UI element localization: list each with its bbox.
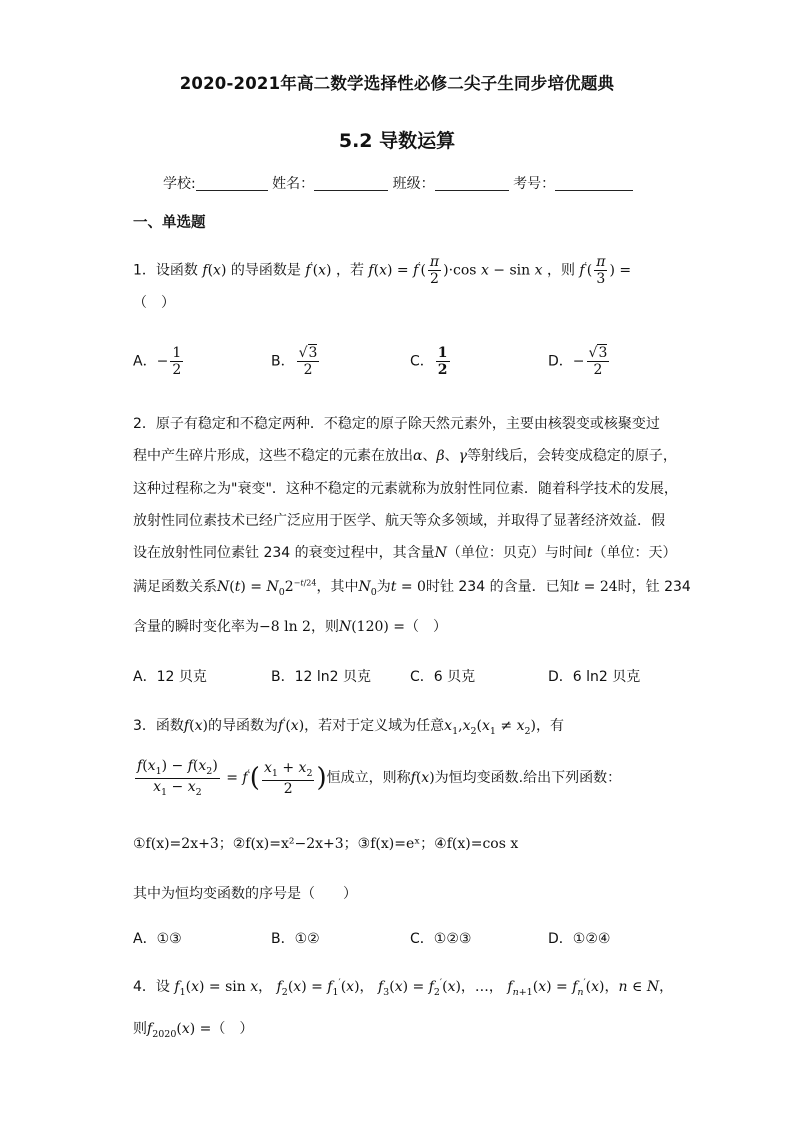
- section-heading: 一、单选题: [133, 215, 206, 231]
- question-3-line-1: 3．函数f(x)的导函数为f′(x)，若对于定义域为任意$x_1,x_2(x_1 \ne x_2)$，有: [133, 716, 564, 737]
- q1-option-d[interactable]: D．− $\frac{√3}{2}$: [548, 345, 608, 379]
- question-4-line-2: 则$f_{2020}(x)$ =（ ）: [133, 1021, 254, 1040]
- question-2-line-1: 2．原子有稳定和不稳定两种．不稳定的原子除天然元素外，主要由核裂变或核聚变过: [133, 416, 660, 432]
- q2-option-a[interactable]: A．12 贝克: [133, 669, 207, 685]
- question-2-line-4: 放射性同位素技术已经广泛应用于医学、航天等众多领域，并取得了显著经济效益．假: [133, 513, 665, 529]
- q2-option-d[interactable]: D．6 ln2 贝克: [548, 669, 641, 685]
- doc-subtitle: 5.2 导数运算: [338, 130, 456, 152]
- exam-no-blank[interactable]: [555, 176, 633, 191]
- question-2-line-2: 程中产生碎片形成，这些不稳定的元素在放出α、β、γ等射线后，会转变成稳定的原子，: [133, 448, 677, 464]
- doc-title: 2020-2021年高二数学选择性必修二尖子生同步培优题典: [179, 74, 615, 93]
- question-3-functions: ①f(x)=2x+3；②f(x)=x²−2x+3；③f(x)=eˣ；④f(x)=cos x: [133, 836, 519, 852]
- q2-option-c[interactable]: C．6 贝克: [410, 669, 476, 685]
- school-blank[interactable]: [196, 176, 268, 191]
- q3-option-a[interactable]: A．①③: [133, 931, 182, 947]
- student-info-row: [163, 173, 633, 193]
- q2-option-b[interactable]: B．12 ln2 贝克: [271, 669, 371, 685]
- q3-option-c[interactable]: C．①②③: [410, 931, 472, 947]
- school-label: 学校:: [163, 176, 196, 192]
- question-1-stem: 1．设函数 f(x) 的导函数是 f′(x) ，若 f(x) = f′( $\frac{\pi}{2}$ )·cos x − sin x ，则 f′( $\frac{\pi}{3}$ ) =: [133, 254, 632, 288]
- question-2-line-5: 设在放射性同位素钍 234 的衰变过程中，其含量N（单位：贝克）与时间t（单位：天）: [133, 545, 677, 561]
- question-2-line-3: 这种过程称之为"衰变"．这种不稳定的元素就称为放射性同位素．随着科学技术的发展，: [133, 481, 678, 497]
- question-3-line-2: $\frac{f(x_1) - f(x_2)}{x_1 - x_2}$ = f′( $\frac{x_1 + x_2}{2}$ )恒成立，则称f(x)为恒均变函数.给出下列函数：: [137, 758, 622, 798]
- q1-option-a[interactable]: A．− $\frac{1}{2}$: [133, 345, 182, 379]
- q3-option-d[interactable]: D．①②④: [548, 931, 611, 947]
- question-4-line-1: 4．设 $f_1(x) = \sin x$， $f_2(x) = f_1'(x)$， $f_3(x) = f_2'(x)$，…， $f_{n+1}(x) = f_n'(x)$，n ∈ N，: [133, 977, 674, 998]
- exam-no-label: 考号：: [513, 176, 556, 192]
- name-blank[interactable]: [314, 176, 388, 191]
- question-3-ask: 其中为恒均变函数的序号是（ ）: [133, 886, 357, 902]
- question-1-paren: （ ）: [133, 295, 175, 311]
- class-label: 班级：: [392, 176, 435, 192]
- q1-option-b[interactable]: B． $\frac{√3}{2}$: [271, 345, 318, 379]
- q3-option-b[interactable]: B．①②: [271, 931, 320, 947]
- question-2-line-7: 含量的瞬时变化率为−8 ln 2，则N(120) =（ ）: [133, 619, 448, 635]
- question-2-line-6: 满足函数关系$N(t) = N_02^{-t/24}$，其中$N_0$为t = 0时钍 234 的含量．已知t = 24时，钍 234: [133, 578, 691, 598]
- class-blank[interactable]: [435, 176, 509, 191]
- name-label: 姓名：: [272, 176, 315, 192]
- q1-option-c[interactable]: C． $\frac{1}{2}$: [410, 345, 448, 379]
